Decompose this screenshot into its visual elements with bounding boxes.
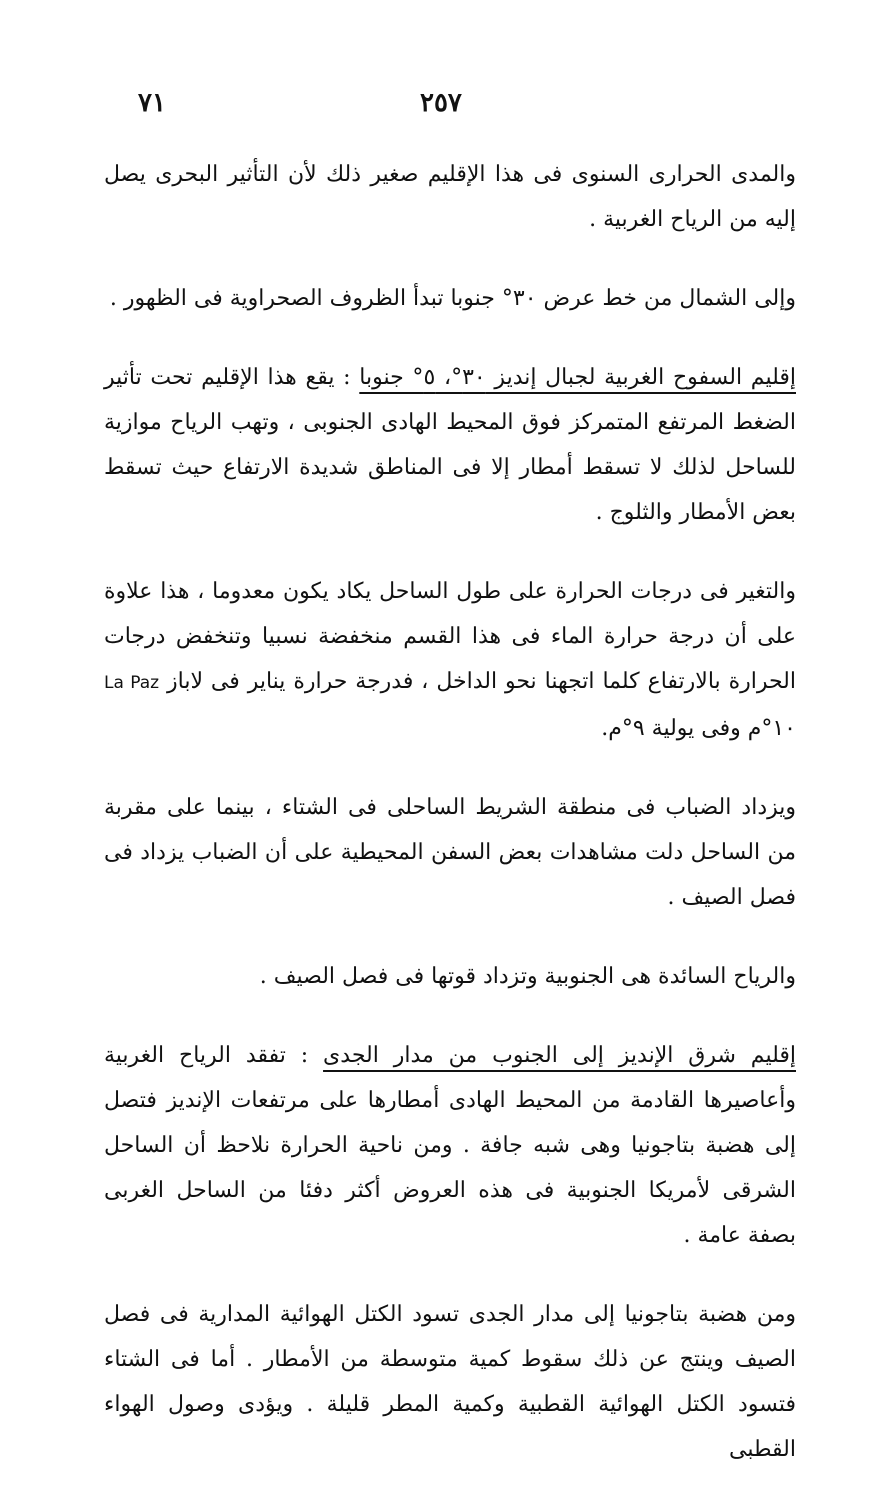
paragraph-text: : تفقد الرياح الغربية وأعاصيرها القادمة من المحيط الهادى أمطارها على مرتفعات الإنديز فتصل إلى هضبة بتاجونيا وهى شبه جافة . ومن ناحية الحرارة نلاحظ أن الساحل الشرقى لأمريكا الجنوبية فى هذه العروض أكثر دفئا من الساحل الغربى بصفة عامة . — [104, 1043, 797, 1248]
paragraph-text: والتغير فى درجات الحرارة على طول الساحل يكاد يكون معدوما ، هذا علاوة على أن درجة حرارة الماء فى هذا القسم منخفضة نسبيا وتنخفض درجات الحرارة بالارتفاع كلما اتجهنا نحو الداخل ، فدرجة حرارة يناير فى لاباز — [104, 579, 796, 694]
paragraph-text: والمدى الحرارى السنوى فى هذا الإقليم صغير ذلك لأن التأثير البحرى يصل إليه من الرياح الغربية . — [104, 162, 796, 232]
paragraph — [104, 569, 796, 751]
paragraph — [104, 152, 796, 242]
page-header — [0, 88, 873, 128]
page-number: ٢٥٧ — [420, 88, 462, 118]
section-heading: إقليم السفوح الغربية لجبال إنديز ٣٠°، ٥° جنوبا — [359, 365, 796, 390]
paragraph — [104, 1033, 796, 1258]
latin-place-name: La Paz — [104, 673, 160, 693]
paragraph — [104, 276, 796, 321]
paragraph — [104, 355, 796, 535]
page-body — [104, 152, 796, 1506]
paragraph — [104, 954, 796, 999]
paragraph-text: ومن هضبة بتاجونيا إلى مدار الجدى تسود الكتل الهوائية المدارية فى فصل الصيف وينتج عن ذلك سقوط كمية متوسطة من الأمطار . أما فى الشتاء فتسود الكتل الهوائية القطبية وكمية المطر قليلة . ويؤدى وصول الهواء القطبى — [104, 1302, 796, 1462]
paragraph — [104, 785, 796, 920]
paragraph-text: والرياح السائدة هى الجنوبية وتزداد قوتها فى فصل الصيف . — [259, 964, 796, 989]
paragraph — [104, 1292, 796, 1472]
paragraph-text: ويزداد الضباب فى منطقة الشريط الساحلى فى الشتاء ، بينما على مقربة من الساحل دلت مشاهدات بعض السفن المحيطية على أن الضباب يزداد فى فصل الصيف . — [104, 795, 796, 910]
paragraph-text: : يقع هذا الإقليم تحت تأثير الضغط المرتفع المتمركز فوق المحيط الهادى الجنوبى ، وتهب الرياح موازية للساحل لذلك لا تسقط أمطار إلا فى المناطق شديدة الارتفاع حيث تسقط بعض الأمطار والثلوج . — [104, 365, 796, 525]
paragraph-text: وإلى الشمال من خط عرض ٣٠° جنوبا تبدأ الظروف الصحراوية فى الظهور . — [109, 286, 796, 311]
section-heading: إقليم شرق الإنديز إلى الجنوب من مدار الجدى — [323, 1043, 796, 1068]
page-number-secondary: ٧١ — [138, 88, 166, 118]
paragraph-text-tail: ١٠°م وفى يولية ٩°م. — [601, 716, 796, 741]
